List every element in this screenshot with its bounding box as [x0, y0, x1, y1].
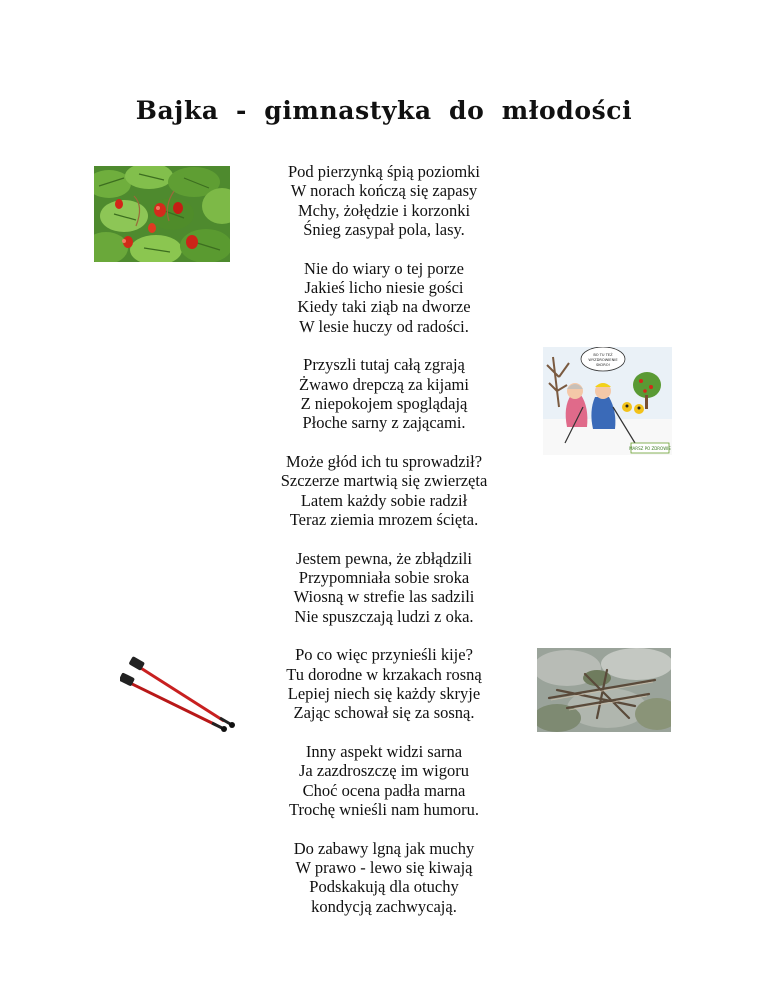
- poem-line: Jakieś licho niesie gości: [304, 277, 464, 297]
- poem-line: Kiedy taki ziąb na dworze: [297, 297, 471, 317]
- poem-line: Nie spuszczają ludzi z oka.: [294, 606, 474, 626]
- poem-line: Nie do wiary o tej porze: [304, 258, 464, 278]
- stanza-5: [234, 549, 534, 626]
- sticks-on-snow-image: [537, 648, 671, 732]
- stanza-2: [234, 259, 534, 336]
- poem-line: Płoche sarny z zającami.: [302, 413, 466, 433]
- poem-line: Pod pierzynką śpią poziomki: [287, 162, 480, 181]
- svg-text:WYZDROWIENIE: WYZDROWIENIE: [588, 358, 618, 362]
- poem-line: Inny aspekt widzi sarna: [305, 742, 463, 762]
- poem-line: Po co więc przynieśli kije?: [295, 645, 473, 665]
- poem-line: Zając schował się za sosną.: [293, 703, 475, 723]
- stanza-4: [234, 452, 534, 529]
- stanza-1: [234, 162, 534, 239]
- poem-line: Mchy, żołędzie i korzonki: [297, 200, 471, 220]
- poem-line: W prawo - lewo się kiwają: [295, 858, 473, 878]
- cartoon-illustration: [543, 347, 672, 455]
- poem-line: Latem każdy sobie radził: [300, 490, 468, 510]
- poem-line: W lesie huczy od radości.: [299, 316, 469, 336]
- stanza-7: [234, 742, 534, 819]
- poem-line: Wiosną w strefie las sadzili: [293, 587, 475, 607]
- poem-line: Może głód ich tu sprowadził?: [285, 452, 483, 472]
- stanza-8: [234, 839, 534, 916]
- poem-line: kondycją zachwycają.: [311, 896, 457, 916]
- strawberry-illustration: [94, 166, 230, 262]
- poem-line: Do zabawy lgną jak muchy: [293, 838, 475, 858]
- poem: [234, 162, 534, 936]
- wild-strawberry-image: [94, 166, 230, 262]
- trekking-poles-image: [120, 655, 235, 735]
- poem-line: Śnieg zasypał pola, lasy.: [303, 219, 465, 239]
- poem-line: Przyszli tutaj całą zgrają: [303, 355, 465, 375]
- poem-line: Żwawo drepczą za kijami: [299, 374, 469, 394]
- cartoon-bubble-text: BO TU TEŻ: [593, 353, 613, 357]
- poles-illustration: [120, 655, 235, 735]
- poem-line: Choć ocena padła marna: [302, 780, 466, 800]
- cartoon-badge-text: MARSZ PO ZDROWIE: [629, 446, 671, 451]
- poem-line: Trochę wnieśli nam humoru.: [288, 800, 480, 820]
- page-title: Bajka - gimnastyka do młodości: [135, 96, 633, 125]
- poem-line: Tu dorodne w krzakach rosną: [286, 664, 482, 684]
- poem-line: Podskakują dla otuchy: [309, 877, 459, 897]
- poem-line: W norach kończą się zapasy: [290, 181, 478, 201]
- poem-line: Ja zazdroszczę im wigoru: [299, 761, 469, 781]
- poem-line: Jestem pewna, że zbłądzili: [296, 548, 472, 568]
- poem-line: Lepiej niech się każdy skryje: [287, 684, 481, 704]
- poem-line: Szczerze martwią się zwierzęta: [280, 471, 488, 491]
- stanza-3: [234, 355, 534, 432]
- svg-text:SKORO!: SKORO!: [595, 363, 611, 367]
- sticks-illustration: [537, 648, 671, 732]
- nordic-walking-cartoon-image: [543, 347, 672, 455]
- poem-line: Przypomniała sobie sroka: [298, 568, 470, 588]
- poem-line: Z niepokojem spoglądają: [300, 393, 468, 413]
- poem-line: Teraz ziemia mrozem ścięta.: [289, 509, 479, 529]
- stanza-6: [234, 645, 534, 722]
